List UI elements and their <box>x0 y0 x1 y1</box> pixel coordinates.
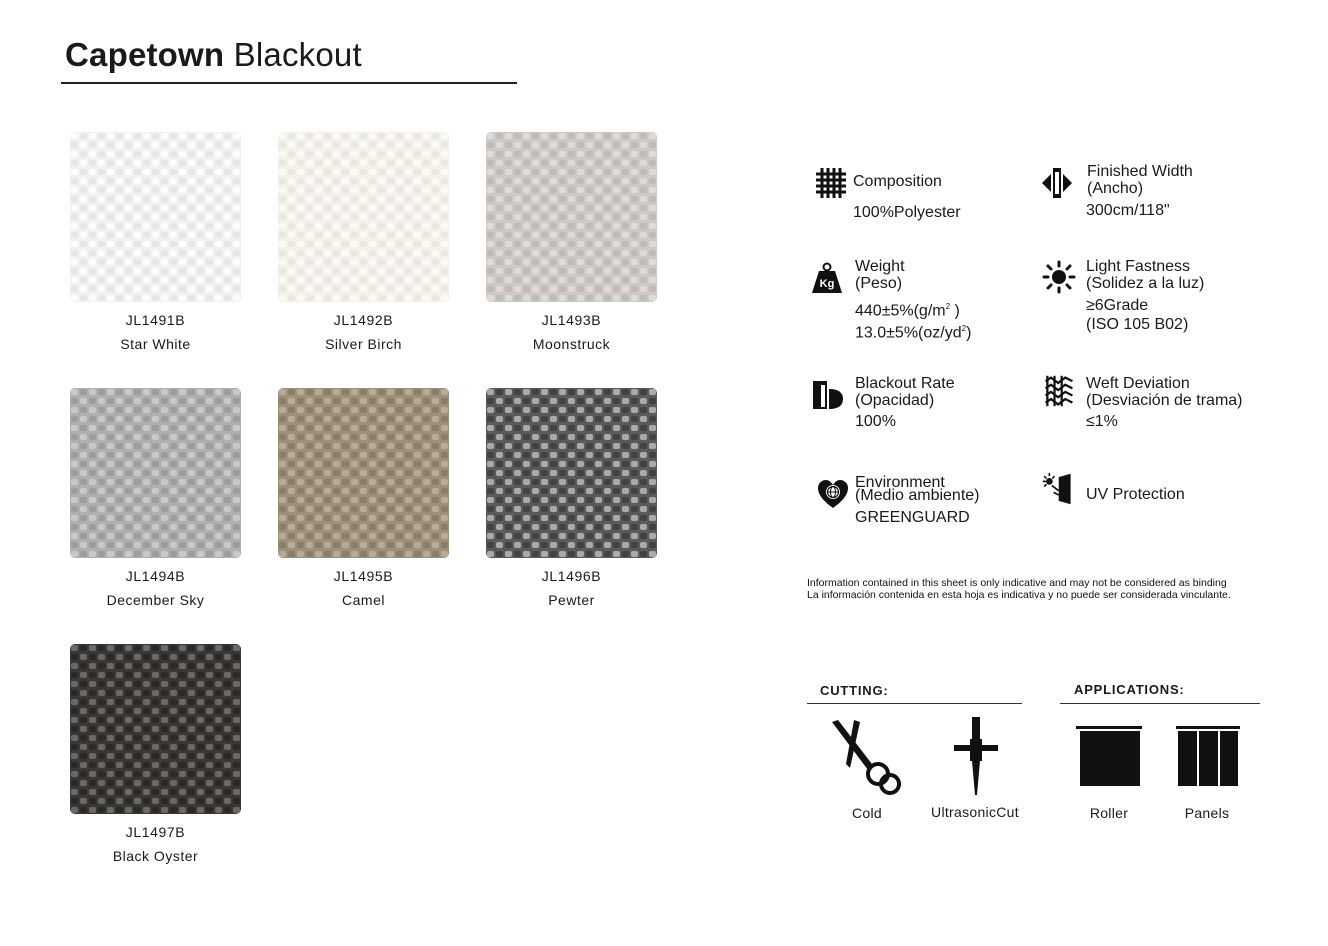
swatch-code: JL1492B <box>333 312 394 328</box>
title-bold: Capetown <box>65 36 225 73</box>
swatch-name: December Sky <box>106 592 205 608</box>
blackout-icon <box>811 377 845 411</box>
uv-label: UV Protection <box>1086 486 1185 503</box>
title-underline <box>61 82 517 84</box>
swatch-jl1491b <box>70 132 241 302</box>
width-label: Finished Width <box>1087 163 1193 180</box>
weight-label: Weight <box>855 258 905 275</box>
light-label: Light Fastness <box>1086 258 1191 275</box>
roller-blind-icon <box>1076 726 1144 788</box>
blackout-value: 100% <box>855 413 896 430</box>
scissors-icon <box>828 718 906 798</box>
applications-rule <box>1060 703 1260 704</box>
width-arrows-icon <box>1040 166 1074 200</box>
cutting-ultrasonic-label: UltrasonicCut <box>931 804 1019 820</box>
weight-icon <box>810 262 844 296</box>
light-value: ≥6Grade <box>1086 297 1149 314</box>
fabric-texture <box>486 132 657 302</box>
swatch-name: Star White <box>120 336 191 352</box>
cutting-cold-label: Cold <box>852 805 882 821</box>
swatch-name: Pewter <box>548 592 595 608</box>
environment-value: GREENGUARD <box>855 509 970 526</box>
fabric-texture <box>486 388 657 558</box>
cutting-heading: CUTTING: <box>820 683 889 698</box>
environment-label: Environment <box>855 474 945 491</box>
width-value: 300cm/118" <box>1086 202 1170 219</box>
weft-label-es: (Desviación de trama) <box>1086 392 1243 409</box>
swatch-code: JL1497B <box>125 824 186 840</box>
weight-icon-text: Kg <box>819 278 835 290</box>
fabric-texture <box>70 388 241 558</box>
swatch-code: JL1491B <box>125 312 186 328</box>
swatch-name: Black Oyster <box>112 848 199 864</box>
application-roller-label: Roller <box>1089 805 1129 821</box>
fabric-texture <box>278 388 449 558</box>
swatch-jl1495b <box>278 388 449 558</box>
weight-value-metric: $440\pm 5\%(g/m^2$ ) <box>855 302 960 320</box>
width-label-es: (Ancho) <box>1087 180 1144 197</box>
swatch-jl1494b <box>70 388 241 558</box>
cutting-rule <box>807 703 1022 704</box>
swatch-jl1492b <box>278 132 449 302</box>
composition-value: 100%Polyester <box>853 204 961 221</box>
swatch-name: Silver Birch <box>325 336 402 352</box>
grid-icon <box>814 166 848 200</box>
weight-value-imperial: $13.0\pm 5\%(oz/yd^2)$ <box>855 324 972 342</box>
sun-icon <box>1042 260 1076 294</box>
applications-heading: APPLICATIONS: <box>1074 682 1185 697</box>
swatch-code: JL1494B <box>125 568 186 584</box>
blackout-label: Blackout Rate <box>855 375 955 392</box>
swatch-jl1497b <box>70 644 241 814</box>
ultrasonic-cutter-icon <box>952 715 1000 797</box>
swatch-name: Camel <box>342 592 385 608</box>
title-light: Blackout <box>233 36 362 73</box>
weight-label-es: (Peso) <box>855 275 903 292</box>
heart-globe-icon <box>816 477 850 511</box>
swatch-code: JL1493B <box>541 312 602 328</box>
swatch-code: JL1496B <box>541 568 602 584</box>
swatch-jl1493b <box>486 132 657 302</box>
light-label-es: (Solidez a la luz) <box>1086 275 1205 292</box>
disclaimer <box>807 577 1231 601</box>
environment-label-es: (Medio ambiente) <box>855 487 980 504</box>
fabric-texture <box>70 132 241 302</box>
swatch-code: JL1495B <box>333 568 394 584</box>
application-panels-label: Panels <box>1184 805 1230 821</box>
swatch-name: Moonstruck <box>532 336 611 352</box>
uv-shield-icon <box>1040 472 1074 506</box>
weft-icon <box>1042 374 1076 408</box>
fabric-texture <box>278 132 449 302</box>
disclaimer-en: Information contained in this sheet is only indicative and may not be considered as binding <box>807 577 1227 589</box>
swatch-jl1496b <box>486 388 657 558</box>
blackout-label-es: (Opacidad) <box>855 392 935 409</box>
weft-label: Weft Deviation <box>1086 375 1190 392</box>
page-title <box>65 36 362 74</box>
panels-blind-icon <box>1176 726 1242 788</box>
light-standard: (ISO 105 B02) <box>1086 316 1189 333</box>
composition-label: Composition <box>853 173 942 190</box>
fabric-texture <box>70 644 241 814</box>
disclaimer-es: La información contenida en esta hoja es indicativa y no puede ser considerada vinculante. <box>807 589 1231 601</box>
weft-value: ≤1% <box>1086 413 1118 430</box>
